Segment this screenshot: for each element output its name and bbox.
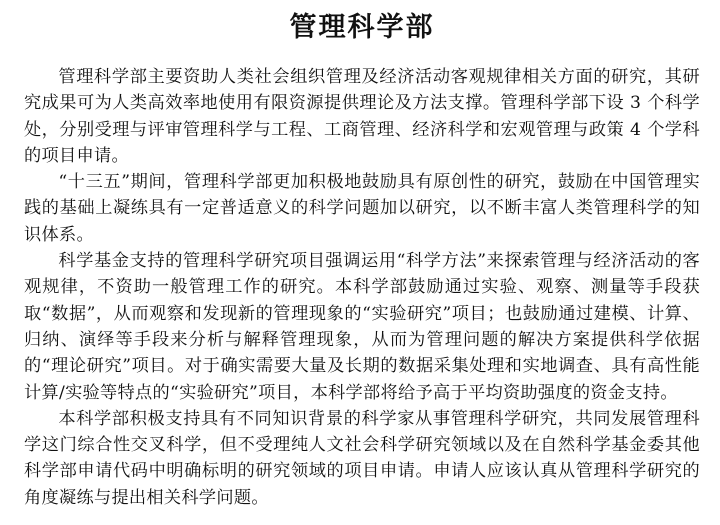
- paragraph-3: 科学基金支持的管理科学研究项目强调运用“科学方法”来探索管理与经济活动的客观规律，不资助一般管理工作的研究。本科学部鼓励通过实验、观察、测量等手段获取“数据”，从而观察和发现新的管理现象的“实验研究”项目；也鼓励通过建模、计算、归纳、演绎等手段来分析与解释管理现象，从而为管理问题的解决方案提供科学依据的“理论研究”项目。对于确实需要大量及长期的数据采集处理和实地调查、具有高性能计算/实验等特点的“实验研究”项目，本科学部将给予高于平均资助强度的资金支持。: [24, 251, 700, 403]
- paragraph-2: “十三五”期间，管理科学部更加积极地鼓励具有原创性的研究，鼓励在中国管理实践的基础上凝练具有一定普适意义的科学问题加以研究，以不断丰富人类管理科学的知识体系。: [24, 172, 700, 245]
- paragraph-1: 管理科学部主要资助人类社会组织管理及经济活动客观规律相关方面的研究，其研究成果可为人类高效率地使用有限资源提供理论及方法支撑。管理科学部下设 3 个科学处，分别受理与评审管理科学与工程、工商管理、经济科学和宏观管理与政策 4 个学科的项目申请。: [24, 67, 700, 166]
- paragraph-4: 本科学部积极支持具有不同知识背景的科学家从事管理科学研究，共同发展管理科学这门综合性交叉科学，但不受理纯人文社会科学研究领域以及在自然科学基金委其他科学部申请代码中明确标明的研究领域的项目申请。申请人应该认真从管理科学研究的角度凝练与提出相关科学问题。: [24, 408, 700, 508]
- page-title: 管理科学部: [289, 12, 435, 43]
